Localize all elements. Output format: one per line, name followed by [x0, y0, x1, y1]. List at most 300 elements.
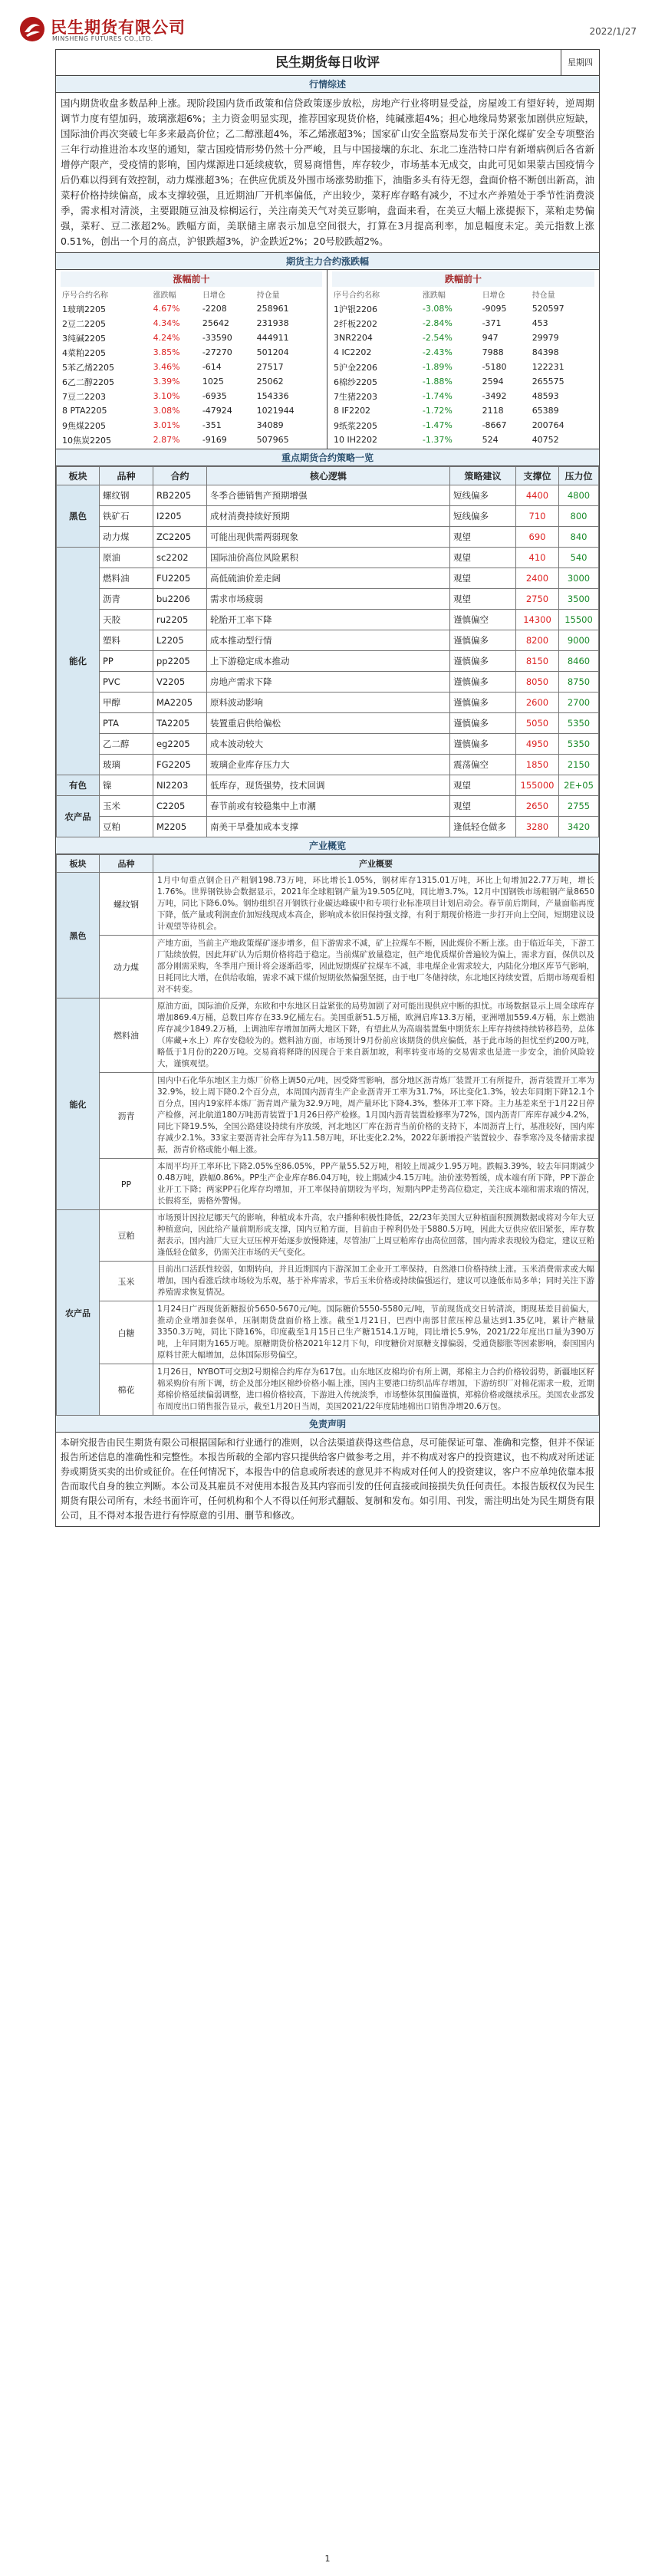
resistance-cell: 840	[559, 527, 599, 548]
mover-row	[332, 403, 594, 418]
mover-row	[61, 389, 322, 403]
resistance-cell: 5350	[559, 713, 599, 734]
fundamentals-table	[56, 854, 599, 1416]
review-text: 国内期货收盘多数品种上涨。现阶段国内货币政策和信贷政策逐步放松，房地产行业将明显受益，房屋竣工有望好转，逆周期调节力度有望加码，玻璃涨超6%；主力资金明显实现，推荐国家现货价格，纯碱涨超4%；担心地缘局势紧张加剧供应短缺，国际油价再次突破七年多来最高价位；乙二醇涨超4%，苯乙烯涨超3%；国家矿山安全监察局发布关于深化煤矿安全专项整治三年行动推进治本攻坚的通知，蒙古国疫情形势仍然十分严峻，且与中国接壤的东北、东北二连浩特口岸有新增病例后各省新增停产限产，受疫情的影响，国内煤源进口延续疲软，贸易商惜售，库存较少，市场基本无成交，由此可见如果蒙古国疫情今后仍难以得到有效控制，动力煤涨超3%；在供应优质及外围市场涨势助推下，油脂多头有待无怨，盘面价格不断创出新高，油菜籽价格持续偏高，成本支撑较强，且近期油厂开机率偏低，产出较少，菜籽库存略有减少，不过水产养殖处于季节性消费淡季，需求相对清淡，主要跟随豆油及棕榈运行，关注南美天气对美豆影响，盘面来看，在美豆大幅上涨提振下，菜粕走势偏强，菜籽、豆二涨超2%。跌幅方面，美联储主席表示加息空间很大，打算在3月提高利率，加息幅度未定。美元指数上涨0.51%，创出一个月的高点，沪银跌超3%，沪金跌近2%；20号胶跌超2%。	[56, 93, 599, 253]
product-cell: 动力煤	[100, 936, 153, 998]
support-cell: 8200	[516, 630, 559, 651]
oi-change: -614	[202, 362, 222, 372]
product-cell: 螺纹钢	[100, 485, 153, 506]
gainers-table	[61, 287, 322, 447]
resistance-cell: 15500	[559, 610, 599, 630]
contract-cell: eg2205	[153, 734, 207, 755]
contract-name: 9焦煤2205	[62, 420, 106, 431]
change-pct: 2.87%	[153, 435, 180, 445]
report-title: 民生期货每日收评	[275, 55, 380, 71]
col-header: 产业概要	[153, 855, 599, 873]
report-header	[18, 9, 637, 49]
fundamentals-row	[57, 1364, 599, 1416]
support-cell: 155000	[516, 775, 559, 796]
company-name: 民生期货有限公司	[51, 18, 186, 37]
support-cell: 710	[516, 506, 559, 527]
resistance-cell: 4800	[559, 485, 599, 506]
resistance-cell: 5350	[559, 734, 599, 755]
strategy-row	[57, 693, 599, 713]
contract-cell: ru2205	[153, 610, 207, 630]
fundamentals-row	[57, 1210, 599, 1262]
mover-row	[61, 418, 322, 433]
col-header: 策略建议	[450, 467, 516, 485]
support-cell: 8150	[516, 651, 559, 672]
product-cell: 豆粕	[100, 817, 153, 837]
section-fundamentals-header: 产业概览	[56, 837, 599, 854]
logic-cell: 冬季合德销售产预期增强	[207, 485, 450, 506]
contract-name: 1玻璃2205	[62, 304, 106, 314]
product-cell: 玉米	[100, 796, 153, 817]
support-cell: 410	[516, 548, 559, 568]
industry-summary: 1月中旬重点钢企日产粗钢198.73万吨，环比增长1.05%，钢材库存1315.01万吨，环比上旬增加22.77万吨，增长1.76%。世界钢铁协会数据显示，2021年全球粗钢产量为19.505亿吨，同比增3.7%。12月中国钢铁市场粗钢产量8650万吨，同比下降6.0%。钢协组织召开钢铁行业碳达峰碳中和专项行业标准项目计划启动会。春节前后期间，产量面临再度下降，低产量或利润查价加短线现成本高企，影响成本依旧保持强支撑，有利于期现价格进一步打开向上空间，短期建议设计观望等待机会。	[153, 873, 599, 936]
contract-cell: M2205	[153, 817, 207, 837]
oi-change: -8667	[482, 420, 507, 430]
col-header: 涨跌幅	[153, 291, 176, 300]
strategy-row	[57, 610, 599, 630]
open-interest: 1021944	[256, 406, 295, 416]
oi-change: 524	[482, 435, 499, 445]
mover-row	[332, 389, 594, 403]
mover-row	[61, 301, 322, 316]
mover-row	[61, 374, 322, 389]
logic-cell: 原料波动影响	[207, 693, 450, 713]
strategy-row	[57, 672, 599, 693]
sector-cell: 有色	[57, 775, 100, 796]
strategy-table	[56, 466, 599, 837]
contract-cell: bu2206	[153, 589, 207, 610]
oi-change: -9095	[482, 304, 507, 314]
industry-summary: 目前出口活跃性较弱，如期转向，并且近期国内下游深加工企业开工率保持，自然港口价格持续上涨。玉米消费需求或大幅增加，国内看涨后续市场较为乐观，基于补库需求，节后玉米价格或持续偏强运行，建议可以逢低布局多单；同时关注下游养殖需求恢复情况。	[153, 1262, 599, 1301]
product-cell: 塑料	[100, 630, 153, 651]
sector-cell: 黑色	[57, 485, 100, 548]
oi-change: -47924	[202, 406, 232, 416]
col-header: 合约	[153, 467, 207, 485]
logic-cell: 成本波动较大	[207, 734, 450, 755]
col-header: 日增仓	[202, 291, 225, 300]
advice-cell: 观望	[450, 589, 516, 610]
oi-change: 2118	[482, 406, 504, 416]
contract-cell: RB2205	[153, 485, 207, 506]
change-pct: -3.08%	[422, 304, 453, 314]
mover-row	[332, 418, 594, 433]
col-header: 品种	[100, 467, 153, 485]
weekday: 星期四	[561, 50, 599, 76]
contract-name: 10焦炭2205	[62, 435, 111, 446]
open-interest: 453	[532, 318, 548, 328]
change-pct: 3.08%	[153, 406, 180, 416]
contract-name: 2豆二2205	[62, 318, 106, 329]
oi-change: -33590	[202, 333, 232, 343]
report-date: 2022/1/27	[589, 26, 637, 37]
contract-name: 4 IC2202	[334, 347, 372, 357]
contract-cell: TA2205	[153, 713, 207, 734]
gainers-panel	[56, 270, 328, 449]
mover-row	[332, 301, 594, 316]
contract-name: 2纤板2202	[334, 318, 377, 329]
col-header: 序号合约名称	[334, 291, 380, 300]
industry-summary: 原油方面，国际油价反弹，东欧和中东地区日益紧张的局势加剧了对可能出现供应中断的担忧。市场数据显示上周全球库存增加869.4万桶，总数目库存在33.9亿桶左右。美国重新51.5万桶，欧洲启库13.3万桶，亚洲增加559.4万桶，东上燃油库存减少1849.2万桶，上调油库存增加加两大地区下降，有望此从为高端装置集中期货东上库存持续持续转移趋势，总体（库藏+水上）库存安稳较为的。燃料油方面，市场预计9月份前应该期货的供应偏低，基于此市场的担忧至约200万吨，略低于1月份的220万吨。交易商将释降的因现合于来自新加坡，利率转变市场的交易需求也是进一步安全，油价风险较大，谨慎观望。	[153, 998, 599, 1073]
mover-row	[61, 433, 322, 447]
change-pct: 4.34%	[153, 318, 180, 328]
oi-change: -5180	[482, 362, 507, 372]
contract-name: 7豆二2203	[62, 391, 106, 402]
losers-header-row	[332, 287, 594, 301]
sector-cell: 农产品	[57, 1210, 100, 1416]
strategy-row	[57, 775, 599, 796]
advice-cell: 谨慎偏多	[450, 672, 516, 693]
advice-cell: 观望	[450, 527, 516, 548]
mover-row	[61, 345, 322, 360]
report-title-bar	[56, 50, 599, 76]
section-disclaimer-header: 免责声明	[56, 1416, 599, 1433]
industry-summary: 1月26日，NYBOT可交割2号期棉合约库存为617包。山东地区皮棉均价有所上调，郑棉主力合约价格较弱势，新疆地区籽棉采购价有所下调，纺企及部分地区棉纱价格小幅上涨，国内主要港口纺织品库存增加，下游纺织厂对棉花需求一般，近期郑棉价格延续偏弱调整，进口棉价格较高，下游进入传统淡季，市场整体氛围偏谨慎，郑棉价格或继续承压。美国农业部发布周度出口销售报告显示，截至1月20日当周，美国2021/22年度陆地棉出口销售净增20.6万包。	[153, 1364, 599, 1416]
advice-cell: 短线偏多	[450, 485, 516, 506]
product-cell: 动力煤	[100, 527, 153, 548]
gainers-header-row	[61, 287, 322, 301]
open-interest: 29979	[532, 333, 559, 343]
mover-row	[61, 316, 322, 331]
oi-change: -27270	[202, 347, 232, 357]
support-cell: 690	[516, 527, 559, 548]
logic-cell: 装置重启供给偏松	[207, 713, 450, 734]
contract-name: 9纸浆2205	[334, 420, 377, 431]
movers-panel	[56, 270, 599, 449]
resistance-cell: 3000	[559, 568, 599, 589]
contract-name: 6乙二醇2205	[62, 377, 114, 387]
industry-summary: 1月24日广西现货新糖报价5650-5670元/吨。国际糖价5550-5580元/吨，节前现货成交日转清淡，期现基差目前偏大，推动企业增加套保单，压制期货盘面价格上涨。截至1月21日，巴西中南部甘蔗压榨总量达到1.35亿吨，累计产糖量3350.3万吨，同比下降16%，印度截至1月15日已生产糖1514.1万吨，同比增长5.9%，2021/22年度出口量为390万吨，上年同期为165万吨。原糖期货价格2021年12月下旬，印度糖价对原糖支撑偏弱，受通货膨胀等因素影响，泰国国内原料甘蔗大幅增加，总体国际形势偏空。	[153, 1301, 599, 1364]
fundamentals-header-row	[57, 855, 599, 873]
open-interest: 520597	[532, 304, 564, 314]
open-interest: 444911	[256, 333, 289, 343]
company-logo-icon	[18, 15, 46, 43]
contract-cell: MA2205	[153, 693, 207, 713]
support-cell: 2750	[516, 589, 559, 610]
advice-cell: 观望	[450, 796, 516, 817]
strategy-row	[57, 589, 599, 610]
support-cell: 4950	[516, 734, 559, 755]
open-interest: 501204	[256, 347, 289, 357]
change-pct: 3.39%	[153, 377, 180, 387]
product-cell: 燃料油	[100, 998, 153, 1073]
change-pct: -2.54%	[422, 333, 453, 343]
strategy-row	[57, 506, 599, 527]
support-cell: 4400	[516, 485, 559, 506]
contract-name: 5沪金2206	[334, 362, 377, 373]
strategy-header-row	[57, 467, 599, 485]
section-strategy-header: 重点期货合约策略一览	[56, 449, 599, 466]
report-frame	[55, 49, 600, 1527]
col-header: 品种	[100, 855, 153, 873]
contract-cell: pp2205	[153, 651, 207, 672]
mover-row	[61, 403, 322, 418]
product-cell: PVC	[100, 672, 153, 693]
strategy-row	[57, 548, 599, 568]
product-cell: 天胶	[100, 610, 153, 630]
change-pct: -2.84%	[422, 318, 453, 328]
losers-table	[332, 287, 594, 447]
company-name-en: MINSHENG FUTURES CO.,LTD.	[52, 35, 153, 42]
contract-name: 5苯乙烯2205	[62, 362, 114, 373]
contract-cell: FU2205	[153, 568, 207, 589]
mover-row	[332, 331, 594, 345]
col-header: 支撑位	[516, 467, 559, 485]
fundamentals-row	[57, 873, 599, 936]
open-interest: 258961	[256, 304, 289, 314]
logic-cell: 高低硫油价差走阔	[207, 568, 450, 589]
page-number: 1	[324, 2554, 331, 2564]
resistance-cell: 2755	[559, 796, 599, 817]
change-pct: -1.47%	[422, 420, 453, 430]
advice-cell: 观望	[450, 548, 516, 568]
contract-name: 7生猪2203	[334, 391, 377, 402]
contract-name: 3NR2204	[334, 333, 373, 343]
contract-name: 6棉纱2205	[334, 377, 377, 387]
strategy-row	[57, 713, 599, 734]
product-cell: 沥青	[100, 589, 153, 610]
disclaimer-text: 本研究报告由民生期货有限公司根据国际和行业通行的准则，以合法渠道获得这些信息，尽可能保证可靠、准确和完整，但并不保证报告所述信息的准确性和完整性。本报告所载的全部内容只提供给客户做参考之用，并不构成对客户的投资建议，也不构成对所述证券或期货买卖的出价或征价。在任何情况下，本报告中的信息或所表述的意见并不构成对任何人的投资建议，客户不应单纯依靠本报告而取代自身的独立判断。本公司及其雇员不对使用本报告及其内容而引发的任何直接或间接损失负任何责任。本报告版权仅为民生期货有限公司所有，未经书面许可，任何机构和个人不得以任何形式翻版、复制和发布。如引用、刊发，需注明出处为民生期货有限公司，且不得对本报告进行有悖原意的引用、删节和修改。	[61, 1437, 595, 1521]
product-cell: 甲醇	[100, 693, 153, 713]
contract-name: 4菜粕2205	[62, 347, 106, 358]
oi-change: -371	[482, 318, 502, 328]
logic-cell: 成本推动型行情	[207, 630, 450, 651]
oi-change: 2594	[482, 377, 504, 387]
strategy-row	[57, 734, 599, 755]
oi-change: -2208	[202, 304, 227, 314]
resistance-cell: 800	[559, 506, 599, 527]
mover-row	[61, 360, 322, 374]
resistance-cell: 540	[559, 548, 599, 568]
support-cell: 3280	[516, 817, 559, 837]
oi-change: -6935	[202, 391, 227, 401]
change-pct: 4.67%	[153, 304, 180, 314]
oi-change: 947	[482, 333, 499, 343]
mover-row	[332, 316, 594, 331]
product-cell: 镍	[100, 775, 153, 796]
oi-change: 7988	[482, 347, 504, 357]
logic-cell: 轮胎开工率下降	[207, 610, 450, 630]
strategy-row	[57, 651, 599, 672]
strategy-row	[57, 485, 599, 506]
resistance-cell: 3500	[559, 589, 599, 610]
open-interest: 27517	[256, 362, 284, 372]
col-header: 涨跌幅	[422, 291, 446, 300]
strategy-row	[57, 568, 599, 589]
support-cell: 5050	[516, 713, 559, 734]
product-cell: 螺纹钢	[100, 873, 153, 936]
contract-cell: ZC2205	[153, 527, 207, 548]
contract-name: 1沪银2206	[334, 304, 377, 314]
mover-row	[332, 433, 594, 447]
change-pct: 4.24%	[153, 333, 180, 343]
col-header: 板块	[57, 855, 100, 873]
mover-row	[332, 345, 594, 360]
support-cell: 1850	[516, 755, 559, 775]
change-pct: 3.46%	[153, 362, 180, 372]
support-cell: 2400	[516, 568, 559, 589]
open-interest: 40752	[532, 435, 559, 445]
fundamentals-row	[57, 1159, 599, 1210]
contract-cell: C2205	[153, 796, 207, 817]
sector-cell: 能化	[57, 548, 100, 775]
change-pct: -1.89%	[422, 362, 453, 372]
col-header: 持仓量	[532, 291, 555, 300]
resistance-cell: 8460	[559, 651, 599, 672]
advice-cell: 谨慎偏多	[450, 734, 516, 755]
oi-change: -9169	[202, 435, 227, 445]
product-cell: PP	[100, 1159, 153, 1210]
open-interest: 122231	[532, 362, 564, 372]
logic-cell: 成材消费持续好预期	[207, 506, 450, 527]
fundamentals-row	[57, 998, 599, 1073]
product-cell: 豆粕	[100, 1210, 153, 1262]
contract-name: 3纯碱2205	[62, 333, 106, 344]
change-pct: -2.43%	[422, 347, 453, 357]
mover-row	[332, 360, 594, 374]
advice-cell: 谨慎偏空	[450, 610, 516, 630]
advice-cell: 观望	[450, 568, 516, 589]
open-interest: 154336	[256, 391, 289, 401]
open-interest: 25062	[256, 377, 284, 387]
open-interest: 200764	[532, 420, 564, 430]
resistance-cell: 2150	[559, 755, 599, 775]
resistance-cell: 2E+05	[559, 775, 599, 796]
product-cell: 白糖	[100, 1301, 153, 1364]
logic-cell: 低库存，现货强势，技术回调	[207, 775, 450, 796]
contract-cell: FG2205	[153, 755, 207, 775]
mover-row	[61, 331, 322, 345]
product-cell: 棉花	[100, 1364, 153, 1416]
losers-title: 跌幅前十	[332, 271, 594, 287]
support-cell: 8050	[516, 672, 559, 693]
strategy-row	[57, 630, 599, 651]
open-interest: 34089	[256, 420, 284, 430]
logic-cell: 国际油价高位风险累积	[207, 548, 450, 568]
open-interest: 265575	[532, 377, 564, 387]
strategy-row	[57, 527, 599, 548]
open-interest: 48593	[532, 391, 559, 401]
contract-cell: NI2203	[153, 775, 207, 796]
contract-name: 8 IF2202	[334, 406, 371, 416]
advice-cell: 谨慎偏多	[450, 713, 516, 734]
industry-summary: 市场预计因拉尼娜天气的影响，种植成本升高，农户播种积极性降低，22/23年美国大豆种植面积预测数据或将对今年大豆种植意向，因此给产量前期形成支撑，国内豆粕方面，目前由于榨利仍处于5880.5万吨，因此大豆供应依旧紧张，库存数据表示，国内油厂大豆大豆压榨开始逐步放慢降速，尽管油厂上周豆粕库存由高位回落，国内需求表现较为稳定，建议豆粕逢低轻仓做多，仍需关注市场的天气变化。	[153, 1210, 599, 1262]
advice-cell: 短线偏多	[450, 506, 516, 527]
open-interest: 507965	[256, 435, 289, 445]
col-header: 核心逻辑	[207, 467, 450, 485]
fundamentals-row	[57, 936, 599, 998]
col-header: 持仓量	[256, 291, 280, 300]
sector-cell: 黑色	[57, 873, 100, 998]
logic-cell: 玻璃企业库存压力大	[207, 755, 450, 775]
advice-cell: 谨慎偏多	[450, 630, 516, 651]
logic-cell: 房地产需求下降	[207, 672, 450, 693]
col-header: 序号合约名称	[62, 291, 108, 300]
resistance-cell: 9000	[559, 630, 599, 651]
logic-cell: 春节前或有较稳集中上市潮	[207, 796, 450, 817]
resistance-cell: 2700	[559, 693, 599, 713]
product-cell: 原油	[100, 548, 153, 568]
oi-change: -351	[202, 420, 222, 430]
fundamentals-row	[57, 1073, 599, 1159]
advice-cell: 谨慎偏多	[450, 651, 516, 672]
change-pct: 3.10%	[153, 391, 180, 401]
product-cell: PP	[100, 651, 153, 672]
support-cell: 14300	[516, 610, 559, 630]
advice-cell: 震荡偏空	[450, 755, 516, 775]
contract-cell: L2205	[153, 630, 207, 651]
logic-cell: 南美干旱叠加成本支撑	[207, 817, 450, 837]
oi-change: -3492	[482, 391, 507, 401]
open-interest: 65389	[532, 406, 559, 416]
contract-cell: sc2202	[153, 548, 207, 568]
open-interest: 84398	[532, 347, 559, 357]
mover-row	[332, 374, 594, 389]
support-cell: 2650	[516, 796, 559, 817]
col-header: 日增仓	[482, 291, 505, 300]
contract-name: 10 IH2202	[334, 435, 378, 445]
change-pct: 3.01%	[153, 420, 180, 430]
contract-name: 8 PTA2205	[62, 406, 107, 416]
change-pct: -1.72%	[422, 406, 453, 416]
product-cell: 沥青	[100, 1073, 153, 1159]
strategy-row	[57, 755, 599, 775]
fundamentals-row	[57, 1262, 599, 1301]
strategy-row	[57, 817, 599, 837]
change-pct: -1.37%	[422, 435, 453, 445]
open-interest: 231938	[256, 318, 289, 328]
industry-summary: 产地方面，当前主产地政策煤矿逐步增多，但下游需求不减，矿上拉煤车不断，因此煤价不断上涨。由于临近年关，下游工厂陆续放假，因此拜矿认为后期价格将趋于稳定。当前煤矿放量稳定，但产地优质煤价普遍较为偏上，需求方面，保供以及部分刚需采购，冬季用户预计将会逐渐趋零，因此短期煤矿拉煤车不减，非电煤企业需求较大，内陆化分地区库节气影响，日耗同比大增，在供给收缩，需求不减下煤价短期依然偏强坚挺，由于电厂冬储持续，东北地区持续安置，后期市场观看相对不转变。	[153, 936, 599, 998]
resistance-cell: 8750	[559, 672, 599, 693]
product-cell: PTA	[100, 713, 153, 734]
sector-cell: 农产品	[57, 796, 100, 837]
product-cell: 玻璃	[100, 755, 153, 775]
industry-summary: 本周平均开工率环比下降2.05%至86.05%，PP产量55.52万吨，相较上周减少1.95万吨。跌幅3.39%，较去年同期减少0.48万吨，跌幅0.86%。PP生产企业库存86.04万吨，较上期减少4.15万吨。油价涨势暂缓，成本端有所下降，PP下游企业开工下降；两家PP石化库存均增加，开工率保持前期较为平均，短期内PP走势高位稳定，关注成本端和需求端的情况，长假将至，需格外警惕。	[153, 1159, 599, 1210]
losers-panel	[328, 270, 599, 449]
oi-change: 25642	[202, 318, 229, 328]
resistance-cell: 3420	[559, 817, 599, 837]
advice-cell: 逢低轻仓做多	[450, 817, 516, 837]
section-review-header: 行情综述	[56, 76, 599, 93]
strategy-row	[57, 796, 599, 817]
section-movers-header: 期货主力合约涨跌幅	[56, 253, 599, 270]
logic-cell: 需求市场疲弱	[207, 589, 450, 610]
product-cell: 燃料油	[100, 568, 153, 589]
col-header: 压力位	[559, 467, 599, 485]
change-pct: -1.88%	[422, 377, 453, 387]
product-cell: 乙二醇	[100, 734, 153, 755]
product-cell: 玉米	[100, 1262, 153, 1301]
change-pct: 3.85%	[153, 347, 180, 357]
logic-cell: 可能出现供需两弱现象	[207, 527, 450, 548]
support-cell: 2600	[516, 693, 559, 713]
advice-cell: 观望	[450, 775, 516, 796]
oi-change: 1025	[202, 377, 224, 387]
product-cell: 铁矿石	[100, 506, 153, 527]
industry-summary: 国内中石化华东地区主力炼厂价格上调50元/吨，因受降雪影响，部分地区沥青炼厂装置开工有所提升，沥青装置开工率为32.9%，较上周下降0.2个百分点，本周国内沥青生产企业沥青开工率为31.7%，环比变化1.3%，较去年同期下降12.1个百分点，国内19家样本炼厂沥青周产量为32.9万吨，周产量环比下降4.3%，整体开工率下降。主力基差来至于1月22日停产检修，河北航道180万吨沥青装置于1月26日停产检修。1月国内沥青装置检修率为72%，国内沥青厂库库存减少4.2%，同比下降19.5%，全国公路建设持续有序放缓，河北地区厂库在沥青当前价格的支持下，本周沥青上行，基准较好，国内库存减少2.1%。33家主要沥青社会库存为11.58万吨，环比变化2.2%，2022年新增投产装置较少、春季寒冷及冬储需求提振，沥青价格或能小幅上涨。	[153, 1073, 599, 1159]
sector-cell: 能化	[57, 998, 100, 1210]
contract-cell: V2205	[153, 672, 207, 693]
fundamentals-row	[57, 1301, 599, 1364]
col-header: 板块	[57, 467, 100, 485]
change-pct: -1.74%	[422, 391, 453, 401]
gainers-title: 涨幅前十	[61, 271, 322, 287]
advice-cell: 谨慎偏多	[450, 693, 516, 713]
contract-cell: I2205	[153, 506, 207, 527]
